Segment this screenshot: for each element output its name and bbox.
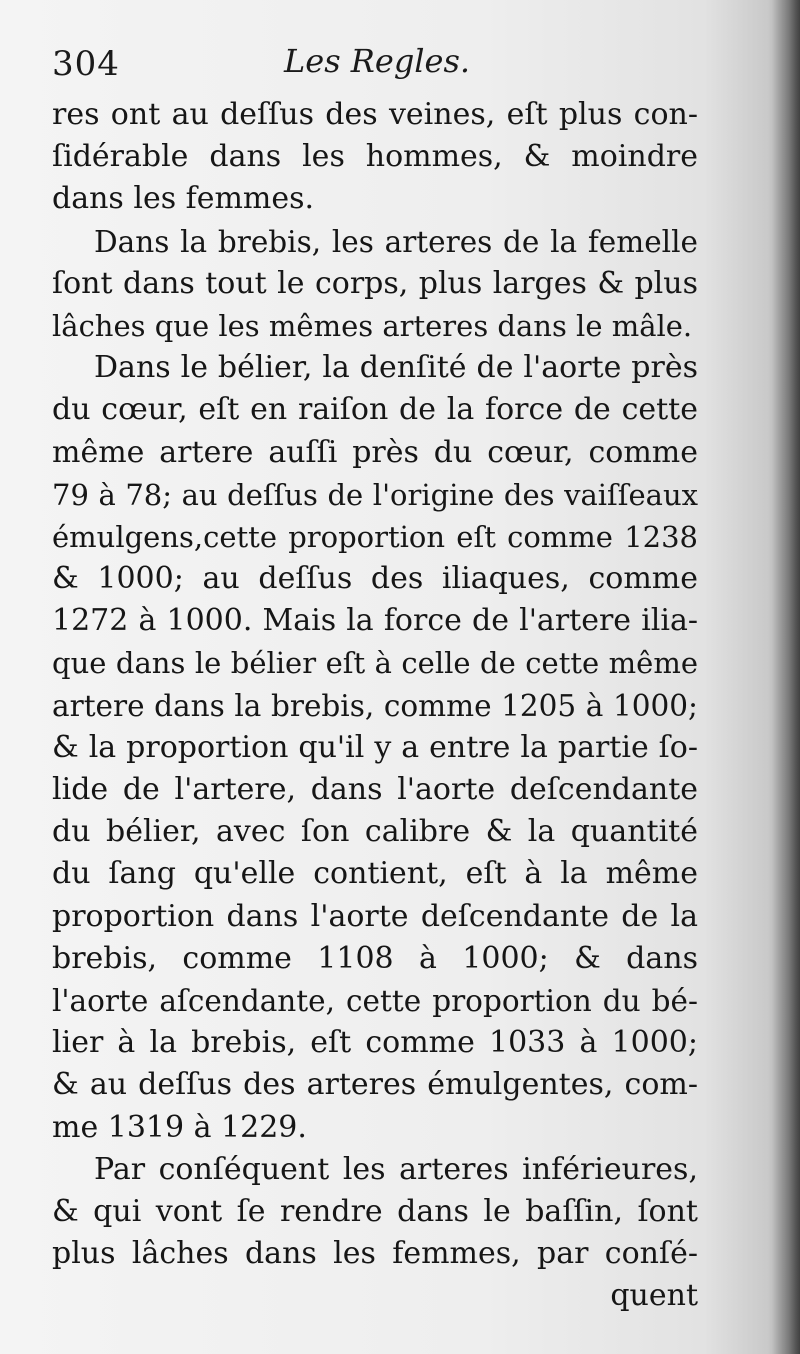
text-line: lide de l'artere, dans l'aorte deſcendante: [52, 772, 698, 807]
text-line: ſont dans tout le corps, plus larges & plus: [52, 265, 698, 301]
text-line: 79 à 78; au deſſus de l'origine des vaiſſeaux: [52, 477, 698, 512]
text-line: l'aorte aſcendante, cette proportion du bé-: [52, 983, 698, 1018]
paragraph-start-line: Dans la brebis, les arteres de la femelle: [94, 224, 698, 259]
body-text: [52, 94, 698, 1317]
text-line: 1272 à 1000. Mais la force de l'artere ilia-: [52, 603, 698, 639]
paragraph-start-line: Par conſéquent les arteres inférieures,: [94, 1151, 698, 1187]
text-line: que dans le bélier eſt à celle de cette même: [52, 646, 698, 681]
text-line: res ont au deſſus des veines, eſt plus con-: [52, 97, 698, 132]
text-line: lier à la brebis, eſt comme 1033 à 1000;: [52, 1025, 698, 1061]
text-line: dans les femmes.: [52, 181, 315, 217]
catchword: quent: [610, 1278, 698, 1314]
text-line: & la proportion qu'il y a entre la partie ſo-: [52, 729, 698, 765]
text-line: du bélier, avec ſon calibre & la quantité: [52, 814, 698, 850]
text-line: & 1000; au deſſus des iliaques, comme: [52, 561, 698, 597]
text-line: lâches que les mêmes arteres dans le mâle.: [52, 308, 693, 343]
text-line: & qui vont ſe rendre dans le baſſin, ſont: [52, 1193, 698, 1229]
text-line: ſidérable dans les hommes, & moindre: [52, 139, 698, 175]
text-line: du cœur, eſt en raiſon de la force de cette: [52, 392, 698, 428]
text-line: artere dans la brebis, comme 1205 à 1000;: [52, 688, 698, 723]
text-line: même artere auſſi près du cœur, comme: [52, 434, 698, 470]
text-line: brebis, comme 1108 à 1000; & dans: [52, 940, 698, 976]
page-gutter-shadow: [772, 0, 800, 1354]
page-header: [52, 38, 700, 90]
paragraph-start-line: Dans le bélier, la denſité de l'aorte près: [94, 350, 698, 386]
text-line: du ſang qu'elle contient, eſt à la même: [52, 856, 698, 892]
text-line: proportion dans l'aorte deſcendante de la: [52, 898, 698, 934]
text-line: me 1319 à 1229.: [52, 1109, 307, 1145]
text-line: émulgens,cette proportion eſt comme 1238: [52, 519, 698, 554]
page-number: 304: [52, 44, 120, 84]
text-line: & au deſſus des arteres émulgentes, com-: [52, 1067, 698, 1103]
text-line: plus lâches dans les femmes, par conſé-: [52, 1236, 698, 1272]
running-title: Les Regles.: [284, 42, 471, 80]
